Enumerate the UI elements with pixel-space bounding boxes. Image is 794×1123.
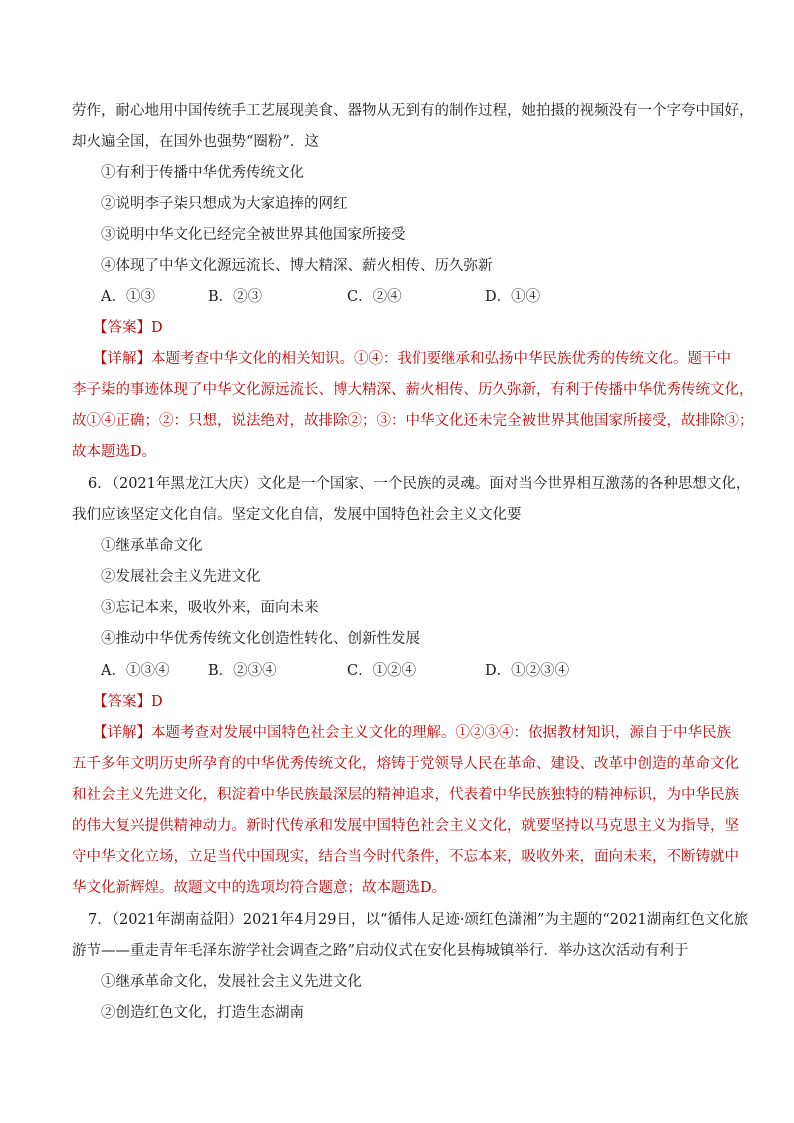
q6-option-c: C．①②④ — [347, 663, 417, 679]
q6-item-4: ④推动中华优秀传统文化创造性转化、创新性发展 — [101, 631, 420, 647]
q7-item-1: ①继承革命文化，发展社会主义先进文化 — [101, 974, 362, 990]
q6-item-3: ③忘记本来，吸收外来，面向未来 — [101, 600, 319, 616]
q6-option-b: B．②③④ — [208, 663, 277, 679]
q6-explain-line-6: 华文化新辉煌。故题文中的选项均符合题意；故本题选D。 — [72, 880, 447, 896]
q6-explain-line-3: 和社会主义先进文化，积淀着中华民族最深层的精神追求，代表着中华民族独特的精神标识，为中华民族 — [72, 787, 739, 803]
q6-explain-line-2: 五千多年文明历史所孕育的中华优秀传统文化，熔铸于党领导人民在革命、建设、改革中创造的革命文化 — [72, 756, 739, 772]
q7-stem-line-2: 游节——重走青年毛泽东游学社会调查之路”启动仪式在安化县梅城镇举行．举办这次活动有利于 — [72, 943, 689, 959]
intro-line-2: 却火遍全国，在国外也强势“圈粉”．这 — [72, 134, 319, 150]
q5-item-1: ①有利于传播中华优秀传统文化 — [101, 165, 304, 181]
q6-explain-line-1: 【详解】本题考查对发展中国特色社会主义文化的理解。①②③④：依据教材知识，源自于中华民族 — [93, 725, 731, 741]
q5-option-c: C．②④ — [347, 289, 402, 305]
q6-explain-line-5: 守中华文化立场，立足当代中国现实，结合当今时代条件，不忘本来，吸收外来，面向未来，不断铸就中 — [72, 849, 739, 865]
q7-stem-line-1: 7．（2021年湖南益阳）2021年4月29日，以“循伟人足迹·颂红色潇湘”为主题的“2021湖南红色文化旅 — [88, 912, 749, 928]
q5-explain-line-4: 故本题选D。 — [72, 444, 157, 460]
q6-option-d: D．①②③④ — [485, 663, 570, 679]
intro-line-1: 劳作，耐心地用中国传统手工艺展现美食、器物从无到有的制作过程，她拍摄的视频没有一个字夸中国好， — [72, 103, 754, 119]
q6-stem-line-2: 我们应该坚定文化自信。坚定文化自信，发展中国特色社会主义文化要 — [72, 507, 522, 523]
q5-item-3: ③说明中华文化已经完全被世界其他国家所接受 — [101, 227, 406, 243]
q5-option-a: A．①③ — [101, 289, 155, 305]
q6-explain-line-4: 的伟大复兴提供精神动力。新时代传承和发展中国特色社会主义文化，就要坚持以马克思主义为指导，坚 — [72, 818, 739, 834]
q7-item-2: ②创造红色文化，打造生态湖南 — [101, 1005, 304, 1021]
q5-explain-line-1: 【详解】本题考查中华文化的相关知识。①④：我们要继承和弘扬中华民族优秀的传统文化。题干中 — [93, 351, 731, 367]
q5-answer: 【答案】D — [93, 320, 163, 336]
q5-explain-line-2: 李子柒的事迹体现了中华文化源远流长、博大精深、薪火相传、历久弥新，有利于传播中华优秀传统文化， — [72, 382, 754, 398]
q6-answer: 【答案】D — [93, 694, 163, 710]
q5-item-4: ④体现了中华文化源远流长、博大精深、薪火相传、历久弥新 — [101, 258, 493, 274]
q6-item-1: ①继承革命文化 — [101, 538, 203, 554]
q5-explain-line-3: 故①④正确；②：只想，说法绝对，故排除②；③：中华文化还未完全被世界其他国家所接受，故排除③； — [72, 413, 754, 429]
q6-option-a: A．①③④ — [101, 663, 170, 679]
q6-item-2: ②发展社会主义先进文化 — [101, 569, 261, 585]
q6-stem-line-1: 6．（2021年黑龙江大庆）文化是一个国家、一个民族的灵魂。面对当今世界相互激荡的各种思想文化， — [88, 476, 751, 492]
q5-option-d: D．①④ — [485, 289, 541, 305]
q5-item-2: ②说明李子柒只想成为大家追捧的网红 — [101, 196, 348, 212]
q5-option-b: B．②③ — [208, 289, 263, 305]
